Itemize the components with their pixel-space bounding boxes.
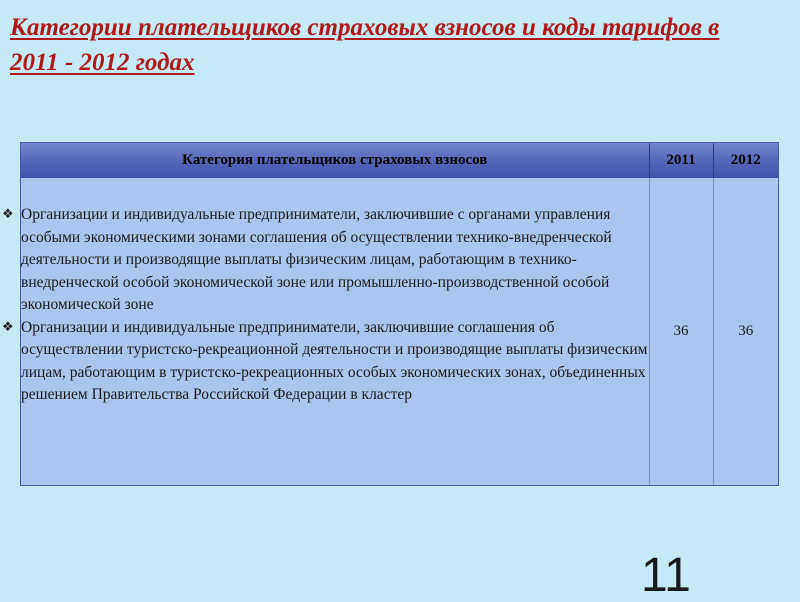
page-number: 11 [641,549,691,602]
category-list [2,204,649,407]
cell-2012-value: 36 [713,178,778,485]
tariff-table-container [2,142,779,486]
tariff-table [2,143,778,485]
diamond-bullet-icon: ❖ [2,319,14,335]
slide-title: Категории плательщиков страховых взносов и коды тарифов в 2011 - 2012 годах [10,14,720,76]
header-category: Категория плательщиков страховых взносов [21,143,649,178]
header-2012: 2012 [713,143,778,178]
diamond-bullet-icon: ❖ [2,207,14,222]
category-item-sez-tourism [2,317,649,407]
table-row [21,178,778,485]
category-text: Организации и индивидуальные предприниматели, заключившие соглашения об осуществлении туристско-рекреационной деятельности и производящие выплаты физическим лицам, работающим в туристско-рекреационных особых экономических зонах, объединенных решением Правительства Российской Федерации в кластер [21,318,648,403]
header-2011: 2011 [649,143,713,178]
table-header-row [21,143,778,178]
category-cell [2,178,649,485]
category-text: Организации и индивидуальные предприниматели, заключившие с органами управления особыми экономическими зонами соглашения об осуществлении технико-внедренческой деятельности и производящие выплаты физическим лицам, работающим в технико-внедренческой особой экономической зоне или промышленно-производственной особой экономической зоне [21,206,612,313]
cell-2011-value: 36 [649,178,713,485]
category-item-sez-technical [2,204,649,317]
